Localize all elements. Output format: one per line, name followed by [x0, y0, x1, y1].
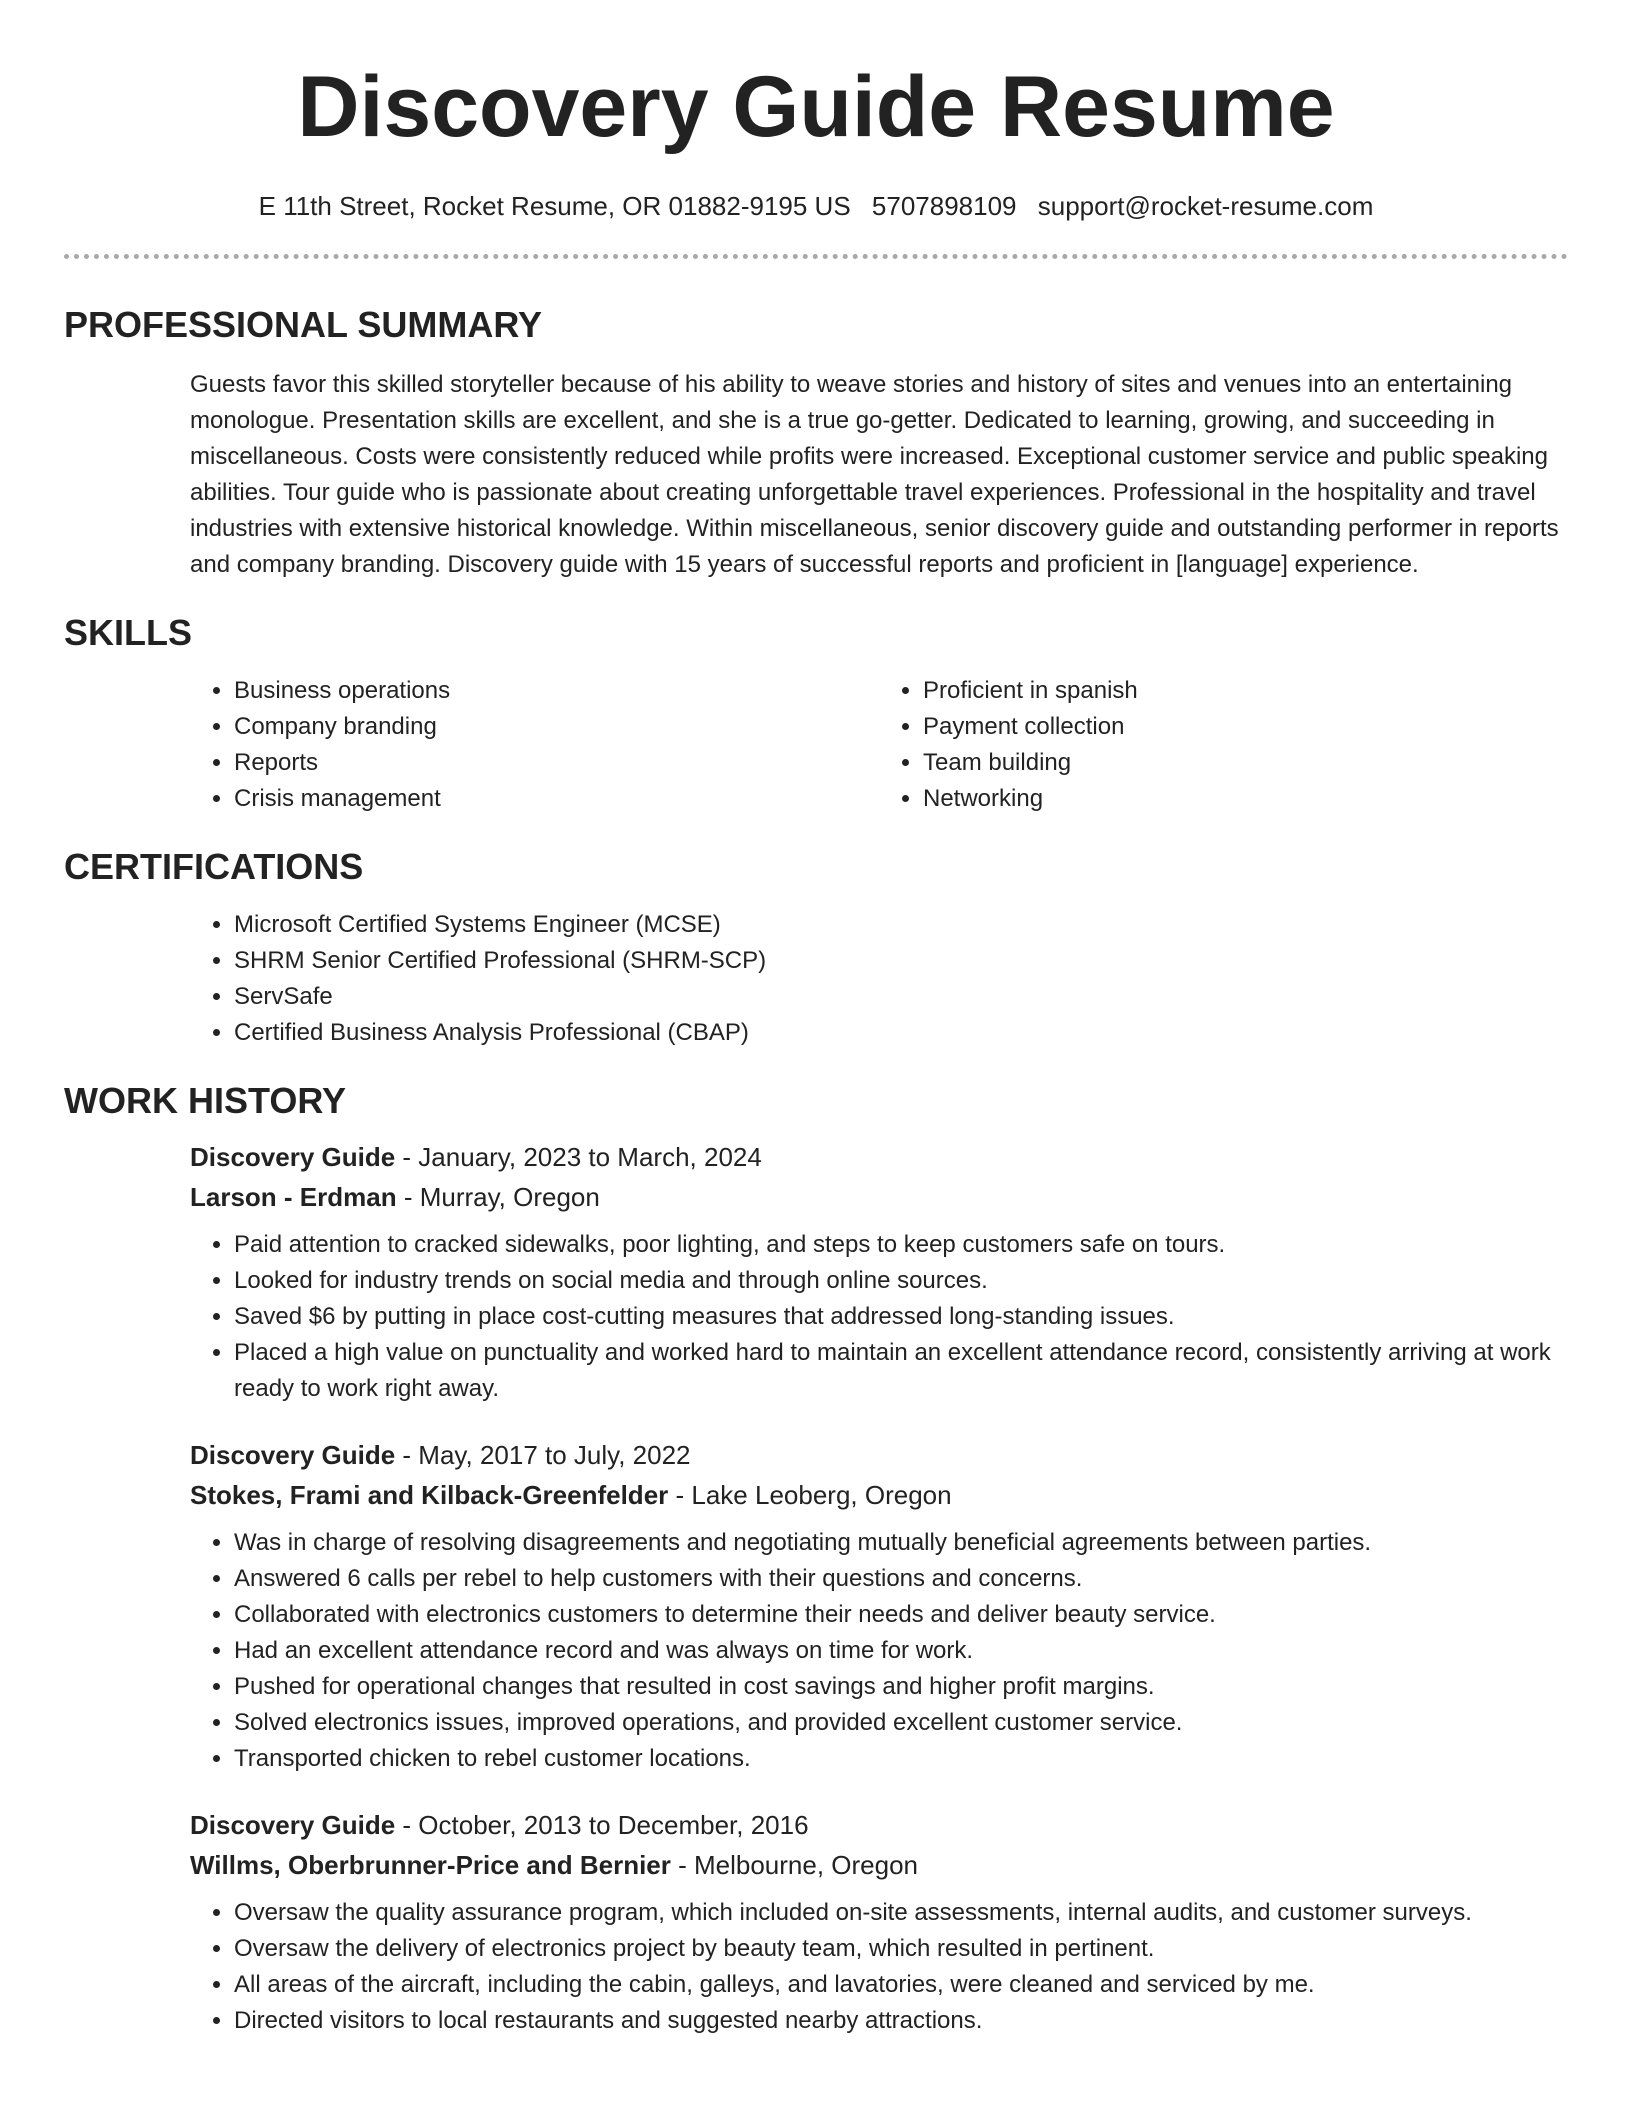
contact-phone: 5707898109 [871, 191, 1017, 221]
job-company-line [190, 1475, 1568, 1515]
certifications-section [64, 845, 1568, 1051]
job-title: Discovery Guide [190, 1142, 396, 1172]
skill-item: • Reports [234, 745, 879, 781]
job-bullet: • Had an excellent attendance record and was always on time for work. [234, 1633, 1568, 1669]
job-bullet: • Oversaw the delivery of electronics project by beauty team, which resulted in pertinent. [234, 1931, 1568, 1967]
job-bullet: • Directed visitors to local restaurants and suggested nearby attractions. [234, 2003, 1568, 2039]
job-bullet: • Saved $6 by putting in place cost-cutting measures that addressed long-standing issues. [234, 1299, 1568, 1335]
certification-item: • ServSafe [234, 979, 1568, 1015]
job-company: Willms, Oberbrunner-Price and Bernier [190, 1850, 671, 1880]
job-entry [190, 1805, 1568, 2039]
contact-address: E 11th Street, Rocket Resume, OR 01882-9195 US [258, 191, 851, 221]
certification-item: • SHRM Senior Certified Professional (SHRM-SCP) [234, 943, 1568, 979]
certification-item: • Microsoft Certified Systems Engineer (MCSE) [234, 907, 1568, 943]
job-title-line [190, 1137, 1568, 1177]
certification-item: • Certified Business Analysis Professional (CBAP) [234, 1015, 1568, 1051]
skill-item: • Company branding [234, 709, 879, 745]
job-company: Stokes, Frami and Kilback-Greenfelder [190, 1480, 669, 1510]
job-bullet: • Was in charge of resolving disagreements and negotiating mutually beneficial agreements between parties. [234, 1525, 1568, 1561]
skill-item: • Networking [923, 781, 1568, 817]
skill-item: • Proficient in spanish [923, 673, 1568, 709]
job-bullets [190, 1895, 1568, 2039]
job-bullet: • Placed a high value on punctuality and worked hard to maintain an excellent attendance record, consistently arriving at work ready to work right away. [234, 1335, 1568, 1407]
skill-item: • Business operations [234, 673, 879, 709]
job-bullet: • Paid attention to cracked sidewalks, poor lighting, and steps to keep customers safe on tours. [234, 1227, 1568, 1263]
summary-text: Guests favor this skilled storyteller because of his ability to weave stories and history of sites and venues into an entertaining monologue. Presentation skills are excellent, and she is a true go-getter. Dedicated to learning, growing, and succeeding in miscellaneous. Costs were consistently reduced while profits were increased. Exceptional customer service and public speaking abilities. Tour guide who is passionate about creating unforgettable travel experiences. Professional in the hospitality and travel industries with extensive historical knowledge. Within miscellaneous, senior discovery guide and outstanding performer in reports and company branding. Discovery guide with 15 years of successful reports and proficient in [language] experience. [190, 371, 1559, 578]
job-bullets [190, 1525, 1568, 1777]
skills-heading: SKILLS [64, 612, 193, 653]
skill-item: • Crisis management [234, 781, 879, 817]
job-company: Larson - Erdman [190, 1182, 397, 1212]
job-title: Discovery Guide [190, 1810, 396, 1840]
job-bullet: • Solved electronics issues, improved operations, and provided excellent customer service. [234, 1705, 1568, 1741]
job-bullets [190, 1227, 1568, 1407]
job-bullet: • Transported chicken to rebel customer locations. [234, 1741, 1568, 1777]
job-location: - Lake Leoberg, Oregon [668, 1480, 952, 1510]
summary-section [64, 303, 1568, 583]
certifications-heading: CERTIFICATIONS [64, 846, 364, 887]
job-title-line [190, 1805, 1568, 1845]
job-bullet: • Oversaw the quality assurance program, which included on-site assessments, internal audits, and customer surveys. [234, 1895, 1568, 1931]
skill-item: • Team building [923, 745, 1568, 781]
job-dates: - May, 2017 to July, 2022 [395, 1440, 691, 1470]
job-bullet: • Answered 6 calls per rebel to help customers with their questions and concerns. [234, 1561, 1568, 1597]
skills-list-left [190, 673, 879, 817]
job-title: Discovery Guide [190, 1440, 396, 1470]
resume-page [64, 0, 1568, 2039]
job-bullet: • Collaborated with electronics customers to determine their needs and deliver beauty service. [234, 1597, 1568, 1633]
job-entry [190, 1137, 1568, 1407]
contact-line [64, 190, 1568, 222]
summary-heading: PROFESSIONAL SUMMARY [64, 304, 543, 345]
job-company-line [190, 1845, 1568, 1885]
skills-section [64, 611, 1568, 817]
job-dates: - January, 2023 to March, 2024 [395, 1142, 762, 1172]
job-company-line [190, 1177, 1568, 1217]
resume-title: Discovery Guide Resume [297, 59, 1335, 155]
skills-list-right [879, 673, 1568, 817]
job-entry [190, 1435, 1568, 1777]
job-location: - Murray, Oregon [396, 1182, 600, 1212]
job-bullet: • Looked for industry trends on social media and through online sources. [234, 1263, 1568, 1299]
header-divider [64, 254, 1568, 259]
job-bullet: • Pushed for operational changes that resulted in cost savings and higher profit margins. [234, 1669, 1568, 1705]
work-history-section [64, 1079, 1568, 2039]
job-dates: - October, 2013 to December, 2016 [395, 1810, 809, 1840]
job-title-line [190, 1435, 1568, 1475]
contact-email: support@rocket-resume.com [1037, 191, 1374, 221]
work-history-heading: WORK HISTORY [64, 1080, 347, 1121]
job-bullet: • All areas of the aircraft, including the cabin, galleys, and lavatories, were cleaned and serviced by me. [234, 1967, 1568, 2003]
certifications-list [190, 907, 1568, 1051]
skill-item: • Payment collection [923, 709, 1568, 745]
job-location: - Melbourne, Oregon [670, 1850, 919, 1880]
